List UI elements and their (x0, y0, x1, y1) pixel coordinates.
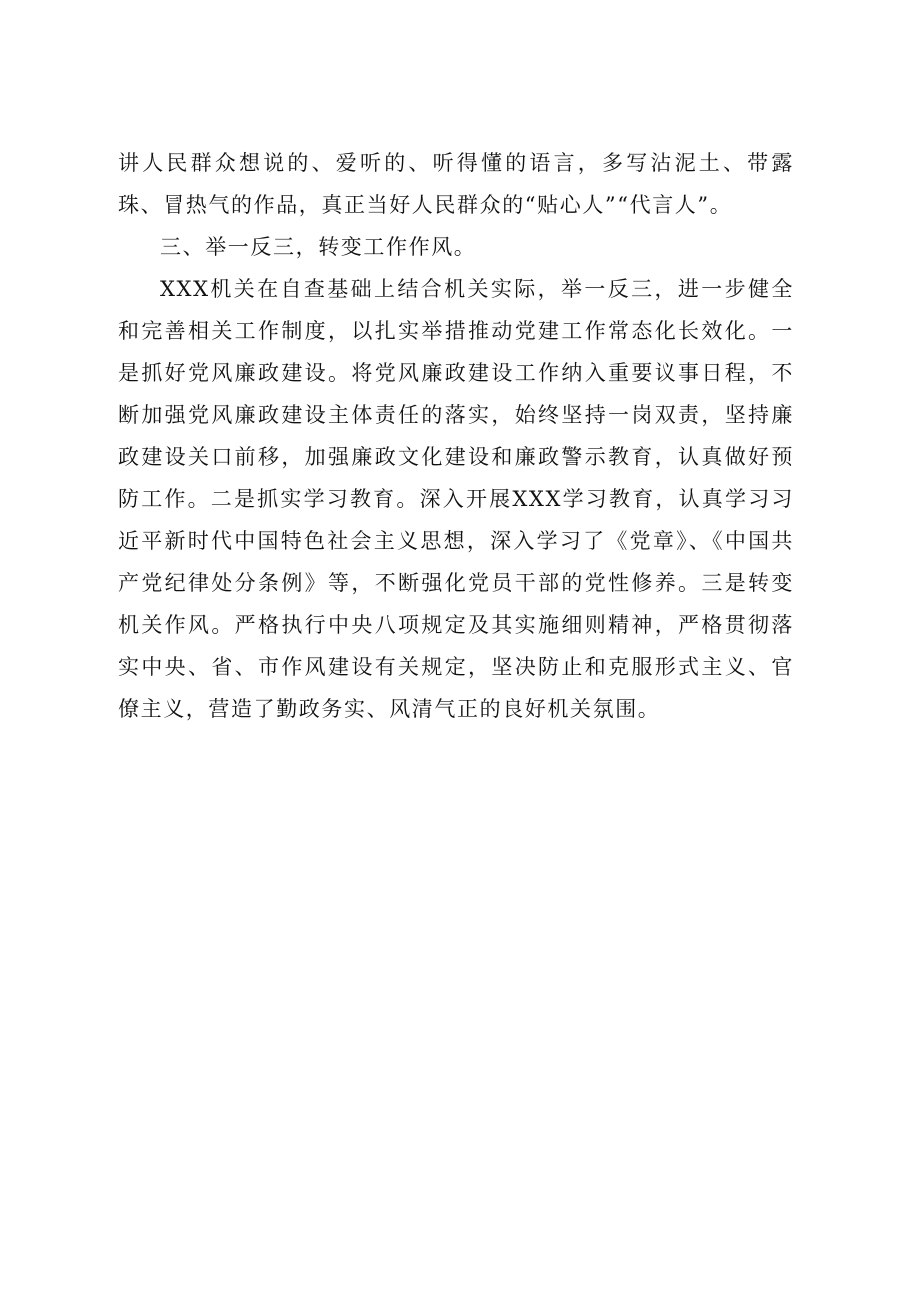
document-body (118, 142, 794, 730)
paragraph-continuation: 讲人民群众想说的、爱听的、听得懂的语言，多写沾泥土、带露珠、冒热气的作品，真正当好人民群众的“贴心人”“代言人”。 (118, 151, 794, 217)
paragraph-body: XXX机关在自查基础上结合机关实际，举一反三，进一步健全和完善相关工作制度，以扎实举措推动党建工作常态化长效化。一是抓好党风廉政建设。将党风廉政建设工作纳入重要议事日程，不断加强党风廉政建设主体责任的落实，始终坚持一岗双责，坚持廉政建设关口前移，加强廉政文化建设和廉政警示教育，认真做好预防工作。二是抓实学习教育。深入开展XXX学习教育，认真学习习近平新时代中国特色社会主义思想，深入学习了《党章》、《中国共产党纪律处分条例》等，不断强化党员干部的党性修养。三是转变机关作风。严格执行中央八项规定及其实施细则精神，严格贯彻落实中央、省、市作风建设有关规定，坚决防止和克服形式主义、官僚主义，营造了勤政务实、风清气正的良好机关氛围。 (118, 277, 794, 721)
section-heading: 三、举一反三，转变工作作风。 (160, 235, 477, 259)
